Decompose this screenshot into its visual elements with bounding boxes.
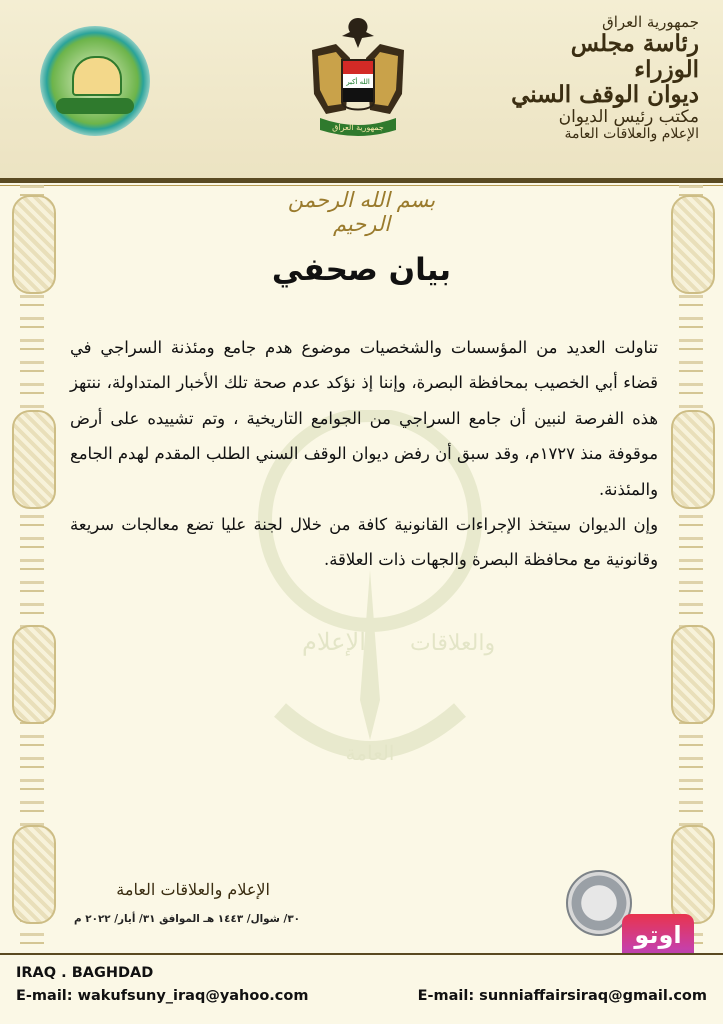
- header-divider: [0, 178, 723, 183]
- iraq-eagle-emblem-icon: [306, 14, 410, 142]
- footer-email-yahoo: E-mail: wakufsuny_iraq@yahoo.com: [16, 988, 309, 1004]
- statement-body: [70, 330, 658, 578]
- header-divider-thin: [0, 185, 723, 186]
- letterhead-line-republic: جمهورية العراق: [602, 13, 699, 31]
- eagle-shield-text: الله أكبر: [346, 78, 370, 86]
- letterhead-line-media: الإعلام والعلاقات العامة: [564, 126, 699, 143]
- letterhead-line-office: مكتب رئيس الديوان: [558, 107, 699, 128]
- letterhead-line-diwan: ديوان الوقف السني: [511, 81, 699, 109]
- statement-paragraph: تناولت العديد من المؤسسات والشخصيات موضوع هدم جامع ومئذنة السراجي في قضاء أبي الخصيب بمحافظة البصرة، وإننا إذ نؤكد عدم صحة تلك الأخبار المتداولة، ننتهز هذه الفرصة لنبين أن جامع السراجي من الجوامع التاريخية ، وتم تشييده على أرض موقوفة منذ ١٧٢٧م، وقد سبق أن رفض ديوان الوقف السني الطلب المقدم لهدم الجامع والمئذنة.: [70, 338, 658, 499]
- letterhead-line-presidency: رئاسة مجلس الوزراء: [570, 29, 699, 83]
- emblem-scroll: [56, 98, 134, 114]
- sunni-endowment-logo-icon: [40, 26, 150, 136]
- issue-date: ٣٠/ شوال/ ١٤٤٣ هـ الموافق ٣١/ أيار/ ٢٠٢٢ م: [74, 913, 300, 925]
- footer-email-gmail: E-mail: sunniaffairsiraq@gmail.com: [417, 988, 707, 1004]
- watermark-text-2: والعلاقات: [410, 631, 496, 656]
- basmala: بسم الله الرحمن الرحيم: [287, 188, 436, 236]
- left-ornamental-border: [12, 185, 52, 955]
- eagle-ribbon-text: جمهورية العراق: [332, 123, 384, 132]
- watermark-text-3: العامة: [345, 741, 395, 765]
- watermark-text-1: الإعلام: [302, 628, 366, 656]
- page-title: بيان صحفي: [271, 252, 452, 288]
- news-logo-arabic: اوتو: [634, 921, 682, 949]
- mosque-dome-icon: [72, 56, 122, 96]
- signature-department: الإعلام والعلاقات العامة: [116, 880, 270, 899]
- letterhead-calligraphy: [509, 14, 699, 143]
- statement-paragraph: وإن الديوان سيتخذ الإجراءات القانونية كافة من خلال لجنة عليا تضع معالجات سريعة وقانونية مع محافظة البصرة والجهات ذات العلاقة.: [70, 515, 658, 570]
- footer-address: IRAQ . BAGHDAD: [16, 965, 154, 981]
- right-ornamental-border: [671, 185, 711, 955]
